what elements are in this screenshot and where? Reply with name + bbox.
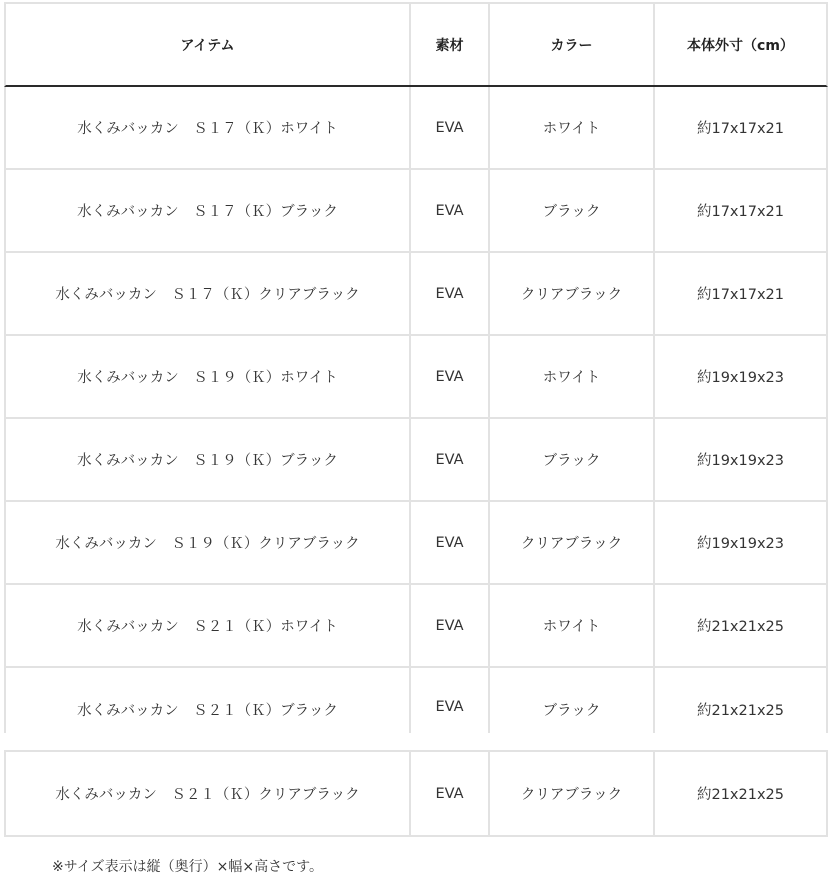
material-cell: EVA — [411, 502, 490, 583]
item-cell: 水くみバッカン Ｓ１９（Ｋ）クリアブラック — [6, 502, 411, 583]
material-cell: EVA — [411, 752, 490, 835]
size-cell: 約19x19x23 — [696, 536, 784, 552]
material-cell: EVA — [411, 668, 490, 733]
table-row — [4, 170, 828, 253]
item-cell: 水くみバッカン Ｓ１７（Ｋ）ブラック — [6, 170, 411, 251]
material-cell: EVA — [411, 170, 490, 251]
item-cell: 水くみバッカン Ｓ１７（Ｋ）ホワイト — [6, 87, 411, 168]
color-cell: ホワイト — [490, 87, 655, 168]
table-header-row — [4, 2, 828, 87]
material-cell: EVA — [411, 419, 490, 500]
table-row — [4, 87, 828, 170]
color-cell: クリアブラック — [490, 502, 655, 583]
header-size: 本体外寸（cm） — [687, 37, 794, 54]
size-cell: 約19x19x23 — [696, 453, 784, 469]
size-cell: 約19x19x23 — [696, 370, 784, 386]
color-cell: ブラック — [490, 170, 655, 251]
item-cell: 水くみバッカン Ｓ１９（Ｋ）ホワイト — [6, 336, 411, 417]
size-cell: 約21x21x25 — [696, 619, 784, 635]
color-cell: クリアブラック — [490, 752, 655, 835]
item-cell: 水くみバッカン Ｓ２１（Ｋ）ホワイト — [6, 585, 411, 666]
item-cell: 水くみバッカン Ｓ２１（Ｋ）ブラック — [6, 668, 411, 733]
size-cell: 約17x17x21 — [696, 121, 784, 137]
color-cell: ブラック — [490, 419, 655, 500]
size-cell: 約21x21x25 — [696, 703, 784, 719]
item-cell: 水くみバッカン Ｓ１９（Ｋ）ブラック — [6, 419, 411, 500]
table-row — [4, 253, 828, 336]
header-material: 素材 — [411, 4, 490, 85]
material-cell: EVA — [411, 336, 490, 417]
table-row — [4, 668, 828, 733]
item-cell: 水くみバッカン Ｓ１７（Ｋ）クリアブラック — [6, 253, 411, 334]
color-cell: ブラック — [490, 668, 655, 733]
item-cell: 水くみバッカン Ｓ２１（Ｋ）クリアブラック — [6, 752, 411, 835]
size-table — [4, 2, 828, 837]
color-cell: ホワイト — [490, 336, 655, 417]
size-cell: 約17x17x21 — [696, 287, 784, 303]
color-cell: クリアブラック — [490, 253, 655, 334]
size-cell: 約21x21x25 — [696, 787, 784, 803]
table-row — [4, 336, 828, 419]
size-note: ※サイズ表示は縦（奥行）×幅×高さです。 — [52, 859, 323, 875]
size-cell: 約17x17x21 — [696, 204, 784, 220]
table-row — [4, 419, 828, 502]
color-cell: ホワイト — [490, 585, 655, 666]
table-row — [4, 502, 828, 585]
table-row — [4, 750, 828, 837]
header-item: アイテム — [6, 4, 411, 85]
header-color: カラー — [490, 4, 655, 85]
material-cell: EVA — [411, 87, 490, 168]
material-cell: EVA — [411, 253, 490, 334]
material-cell: EVA — [411, 585, 490, 666]
table-row — [4, 585, 828, 668]
